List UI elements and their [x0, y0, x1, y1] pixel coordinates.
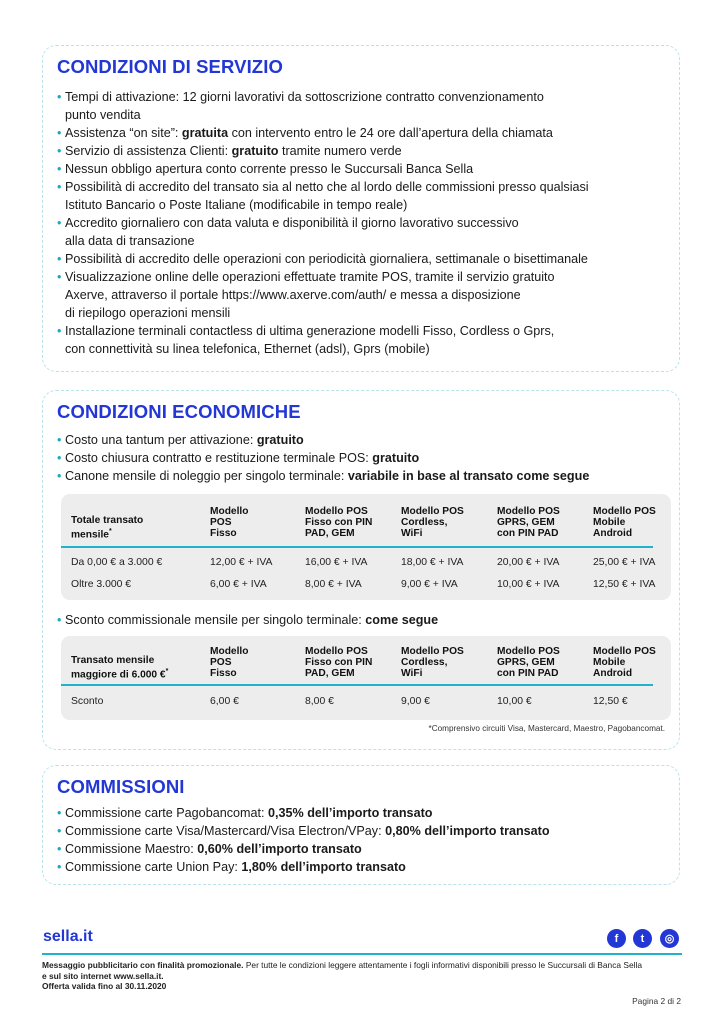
bullet-text: Commissione carte Pagobancomat:: [65, 806, 268, 820]
bullet-text: Costo una tantum per attivazione:: [65, 433, 257, 447]
disclaimer-bold: e sul sito internet www.sella.it.: [42, 970, 164, 981]
section-title: COMMISSIONI: [57, 776, 185, 797]
twitter-icon[interactable]: t: [633, 929, 652, 948]
header-line: POS: [210, 657, 232, 668]
header-line: Fisso con PIN: [305, 657, 373, 668]
bullet-bold: 0,35% dell’importo transato: [268, 806, 433, 820]
bullet-text: Commissione Maestro:: [65, 842, 198, 856]
bullet-text: Costo chiusura contratto e restituzione terminale POS:: [65, 451, 373, 465]
header-line: Android: [593, 528, 633, 539]
table-cell: Da 0,00 € a 3.000 €: [71, 557, 163, 568]
list-item: [57, 822, 669, 840]
list-item: [57, 804, 669, 822]
table-header-cell: [593, 506, 656, 539]
table-cell: 9,00 € + IVA: [401, 579, 458, 590]
footnote-marker: *: [108, 528, 112, 535]
bullet-text: Canone mensile di noleggio per singolo terminale:: [65, 469, 348, 483]
header-line: Modello POS: [593, 646, 656, 657]
list-item: [57, 449, 669, 467]
bullet-text: Sconto commissionale mensile per singolo terminale:: [65, 613, 366, 627]
list-item: [57, 160, 669, 178]
section-title: CONDIZIONI DI SERVIZIO: [57, 56, 283, 77]
header-line: Modello POS: [305, 506, 368, 517]
section-title: CONDIZIONI ECONOMICHE: [57, 401, 301, 422]
list-item: [57, 858, 669, 876]
header-line: GPRS, GEM: [497, 657, 555, 668]
header-line: Fisso: [210, 668, 237, 679]
header-line: Modello: [210, 646, 249, 657]
header-line: Modello POS: [305, 646, 368, 657]
table-footnote: *Comprensivo circuiti Visa, Mastercard, Maestro, Pagobancomat.: [428, 724, 665, 733]
list-item: [57, 322, 669, 358]
table-header-cell: [210, 506, 248, 539]
bullet-text: • Tempi di attivazione: 12 giorni lavorativi da sottoscrizione contratto convenzionamento: [65, 90, 544, 104]
table-cell: 25,00 € + IVA: [593, 557, 656, 568]
bullet-bold: gratuita: [181, 126, 229, 140]
header-line: POS: [210, 517, 232, 528]
instagram-icon[interactable]: ◎: [660, 929, 679, 948]
header-line: PAD, GEM: [305, 668, 355, 679]
disclaimer-text: Per tutte le condizioni leggere attentamente i fogli informativi disponibili presso le Succursali di Banca Sella: [243, 960, 642, 970]
table-header-cell: [210, 646, 248, 679]
table-cell: 10,00 € + IVA: [497, 579, 560, 590]
bullet-text: Servizio di assistenza Clienti:: [65, 144, 232, 158]
offer-validity: Offerta valida fino al 30.11.2020: [42, 981, 167, 992]
sella-logo[interactable]: sella.it: [43, 928, 93, 945]
bullet-bold: gratuito: [231, 144, 279, 158]
bullet-bold: 0,80% dell’importo transato: [385, 824, 550, 838]
bullet-text: di riepilogo operazioni mensili: [65, 306, 231, 320]
table-cell: 8,00 € + IVA: [305, 579, 362, 590]
table-header-rule: [61, 546, 653, 548]
header-line: mensile: [71, 529, 109, 541]
bullet-text: Commissione carte Union Pay:: [65, 860, 242, 874]
bullet-text: con connettività su linea telefonica, Ethernet (adsl), Gprs (mobile): [65, 342, 430, 356]
header-line: Fisso con PIN: [305, 517, 373, 528]
header-line: Modello POS: [497, 646, 560, 657]
footer-divider: [42, 953, 682, 955]
legal-disclaimer: [42, 960, 682, 992]
table-header-cell: [401, 506, 464, 539]
bullet-text: punto vendita: [65, 108, 141, 122]
bullet-bold: 1,80% dell’importo transato: [241, 860, 406, 874]
table-cell: 12,50 € + IVA: [593, 579, 656, 590]
header-line: Cordless,: [401, 517, 448, 528]
header-line: PAD, GEM: [305, 528, 355, 539]
bullet-text: con intervento entro le 24 ore dall’apertura della chiamata: [228, 126, 553, 140]
header-line: GPRS, GEM: [497, 517, 555, 528]
header-line: con PIN PAD: [497, 528, 559, 539]
bullet-text: tramite numero verde: [278, 144, 402, 158]
bullet-bold: come segue: [365, 613, 439, 627]
sconto-table: [61, 636, 671, 720]
header-line: WiFi: [401, 528, 423, 539]
bullet-text: alla data di transazione: [65, 234, 195, 248]
facebook-icon[interactable]: f: [607, 929, 626, 948]
bullet-text: Possibilità di accredito delle operazioni con periodicità giornaliera, settimanale o bisettimanale: [65, 252, 588, 266]
table-cell: Oltre 3.000 €: [71, 579, 132, 590]
header-line: con PIN PAD: [497, 668, 559, 679]
table-header-cell: [593, 646, 656, 679]
bullet-text: • Installazione terminali contactless di ultima generazione modelli Fisso, Cordless o Gprs,: [65, 324, 555, 338]
bullet-text: • Possibilità di accredito del transato sia al netto che al lordo delle commissioni presso qualsiasi: [65, 180, 589, 194]
table-cell: 8,00 €: [305, 696, 334, 707]
list-item: [57, 214, 669, 250]
table-header-cell: [401, 646, 464, 679]
table-header-rule: [61, 684, 653, 686]
bullet-list: [57, 88, 669, 358]
bullet-text: Commissione carte Visa/Mastercard/Visa Electron/VPay:: [65, 824, 386, 838]
disclaimer-bold: Messaggio pubblicitario con finalità promozionale.: [42, 960, 244, 970]
page-number: Pagina 2 di 2: [632, 996, 681, 1006]
bullet-list: [57, 431, 669, 485]
header-line: Cordless,: [401, 657, 448, 668]
bullet-text: • Accredito giornaliero con data valuta e disponibilità il giorno lavorativo successivo: [65, 216, 519, 230]
footnote-marker: *: [165, 668, 169, 675]
list-item: [57, 467, 669, 485]
list-item: [57, 431, 669, 449]
bullet-bold: gratuito: [372, 451, 420, 465]
list-item: [57, 88, 669, 124]
header-line: Fisso: [210, 528, 237, 539]
table-header-cell: [305, 646, 372, 679]
header-line: Modello POS: [401, 646, 464, 657]
bullet-text: • Visualizzazione online delle operazioni effettuate tramite POS, tramite il servizio gratuito: [65, 270, 555, 284]
table-cell: Sconto: [71, 696, 104, 707]
list-item: [57, 178, 669, 214]
list-item: [57, 142, 669, 160]
header-line: Modello POS: [401, 506, 464, 517]
section-commissioni: [42, 765, 680, 885]
table-header-cell: [497, 646, 560, 679]
table-cell: 6,00 €: [210, 696, 239, 707]
table-cell: 20,00 € + IVA: [497, 557, 560, 568]
header-line: Modello: [210, 506, 249, 517]
table-cell: 9,00 €: [401, 696, 430, 707]
table-cell: 6,00 € + IVA: [210, 579, 267, 590]
section-condizioni-servizio: [42, 45, 680, 372]
header-line: Android: [593, 668, 633, 679]
table-cell: 12,00 € + IVA: [210, 557, 273, 568]
bullet-text: Assistenza “on site”:: [65, 126, 182, 140]
list-item: [57, 611, 669, 629]
header-line: Mobile: [593, 657, 626, 668]
bullet-list: [57, 611, 669, 629]
header-line: Transato mensile: [71, 655, 155, 666]
list-item: [57, 124, 669, 142]
table-cell: 10,00 €: [497, 696, 532, 707]
header-line: Totale transato: [71, 515, 144, 526]
bullet-text: Istituto Bancario o Poste Italiane (modificabile in tempo reale): [65, 198, 408, 212]
header-line: maggiore di 6.000 €: [71, 669, 166, 681]
table-cell: 12,50 €: [593, 696, 628, 707]
table-header-cell: [305, 506, 372, 539]
list-item: [57, 840, 669, 858]
header-line: WiFi: [401, 668, 423, 679]
bullet-bold: 0,60% dell’importo transato: [197, 842, 362, 856]
section-condizioni-economiche: [42, 390, 680, 750]
header-line: Modello POS: [593, 506, 656, 517]
header-line: Modello POS: [497, 506, 560, 517]
table-header-cell: [71, 515, 143, 540]
bullet-list: [57, 804, 669, 876]
table-cell: 16,00 € + IVA: [305, 557, 368, 568]
bullet-bold: variabile in base al transato come segue: [347, 469, 590, 483]
table-cell: 18,00 € + IVA: [401, 557, 464, 568]
list-item: [57, 268, 669, 322]
table-header-cell: [71, 655, 168, 680]
list-item: [57, 250, 669, 268]
bullet-bold: gratuito: [256, 433, 304, 447]
bullet-text: Nessun obbligo apertura conto corrente presso le Succursali Banca Sella: [65, 162, 474, 176]
header-line: Mobile: [593, 517, 626, 528]
canone-table: [61, 494, 671, 600]
bullet-text: Axerve, attraverso il portale https://www.axerve.com/auth/ e messa a disposizione: [65, 288, 521, 302]
table-header-cell: [497, 506, 560, 539]
